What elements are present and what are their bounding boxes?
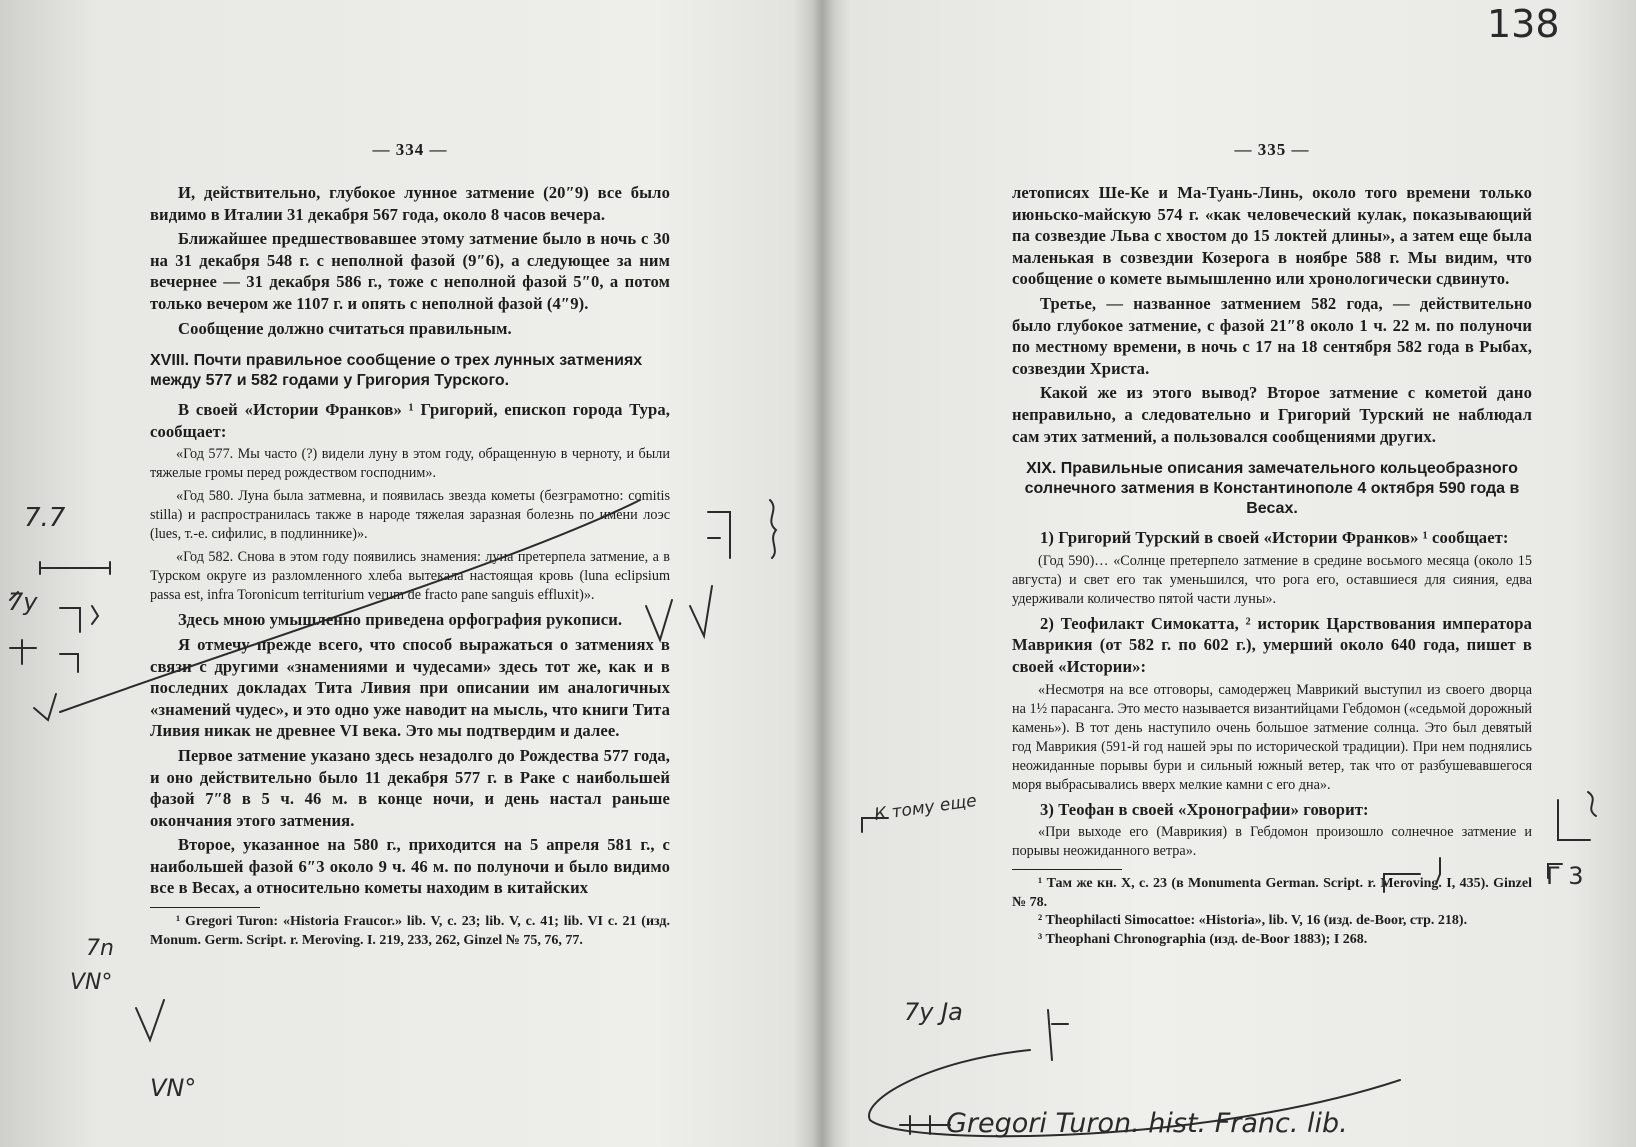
handwritten-note: К тому еще [873, 790, 978, 826]
paragraph: Здесь мною умышленно приведена орфография рукописи. [178, 610, 623, 630]
handwritten-note: VN° [150, 1074, 197, 1102]
quote: «При выходе его (Маврикия) в Гебдомон произошло солнечное затмение и порывы неожиданного ветра». [1012, 824, 1532, 860]
paragraph: И, действительно, глубокое лунное затмение (20″9) все было видимо в Италии 31 декабря 567 года, около 8 часов вечера. [150, 183, 670, 224]
paragraph: Какой же из этого вывод? Второе затмение с кометой дано неправильно, а следовательно и Григорий Турский не наблюдал сам этих затмений, а пользовался сообщениями других. [1012, 383, 1532, 446]
paragraph: 2) Теофилакт Симокатта, ² историк Царствования императора Маврикия (от 582 г. по 602 г.), умерший около 640 года, пишет в своей «Истории»: [1012, 613, 1532, 676]
book-gutter [812, 0, 834, 1147]
paragraph: Третье, — названное затмением 582 года, — действительно было глубокое затмение, с фазой 21″8 около 1 ч. 22 м. по полуночи по местному времени, в ночь с 17 на 18 сентября 582 года в Рыбах, созвездии Христа. [1012, 293, 1532, 378]
handwritten-note: 7y Ja [904, 998, 963, 1026]
paragraph: летописях Ше-Ке и Ма-Туань-Линь, около того времени только июньско-майскую 574 г. «как человеческий кулак, показывающий па созвездие Льва с хвостом до 15 локтей длины», а затем еще была маленькая в созвездии Козерога в ноябре 588 г. Мы видим, что сообщение о комете вымышленно или хронологически сдвинуто. [1012, 183, 1532, 289]
paragraph: В своей «Истории Франков» ¹ Григорий, епископ города Тура, сообщает: [150, 400, 670, 441]
paragraph: 3) Теофан в своей «Хронографии» говорит: [1040, 799, 1369, 819]
left-page [150, 140, 670, 950]
page-number-right: — 335 — [1234, 140, 1310, 159]
section-heading-xviii: XVIII. Почти правильное сообщение о трех лунных затмениях между 577 и 582 годами у Григория Турского. [150, 352, 643, 390]
section-heading-xix: XIX. Правильные описания замечательного кольцеобразного солнечного затмения в Константинополе 4 октября 590 года в Весах. [1024, 460, 1520, 518]
footnote-rule [1012, 869, 1122, 870]
paragraph: 1) Григорий Турский в своей «Истории Франков» ¹ сообщает: [1040, 528, 1509, 548]
handwritten-note: VN° [70, 970, 113, 995]
handwritten-note: 7y [8, 588, 38, 616]
quote: «Несмотря на все отговоры, самодержец Маврикий выступил из своего дворца на 1½ парасанга. Это место называется византийцами Гебдомон («седьмой дорожный камень»). В тот день наступило очень большое затмение солнца. Это был девятый год Маврикия (591-й год нашей эры по исторической традиции). При нем поднялись неожиданные порывы бури и сильный южный ветер, так что от разбушевавшегося моря выбрасывались вверх мелкие камни с его дна». [1012, 681, 1532, 793]
handwritten-note: 7.7 [24, 503, 66, 533]
page-number-left: — 334 — [372, 140, 448, 159]
footnote: ² Theophilacti Simocattoe: «Historia», lib. V, 16 (изд. de-Boor, стр. 218). [1038, 913, 1468, 929]
footnote: ³ Theophani Chronographia (изд. de-Boor 1883); I 268. [1038, 931, 1368, 947]
handwritten-note: 7n [86, 936, 114, 961]
paragraph: Ближайшее предшествовавшее этому затмение было в ночь с 30 на 31 декабря 548 г. с неполной фазой (9″6), а следующее за ним вечернее — 31 декабря 586 г., тоже с неполной фазой 5″0, а потом только вечером же 1107 г. и опять с неполной фазой (4″9). [150, 229, 670, 313]
footnote: ¹ Gregori Turon: «Historia Fraucor.» lib. V, c. 23; lib. V, c. 41; lib. VI c. 21 (изд. Monum. Germ. Script. r. Meroving. I. 219, 233, 262, Ginzel № 75, 76, 77. [150, 914, 670, 948]
handwritten-note: Gregori Turon. hist. Franc. lib. [946, 1108, 1348, 1139]
quote: «Год 582. Снова в этом году появились знамения: луна претерпела затмение, а в Турском округе из разломленного хлеба вытекала настоящая кровь (luna eclipsium passa est, infra Toronicum territurium verum de fracto pane sanguis effluxit)». [150, 549, 670, 604]
quote: «Год 580. Луна была затмевна, и появилась звезда кометы (безграмотно: comitis stilla) и распространилась также в народе тяжелая заразная болезнь по имени лоэс (lues, т.-е. сифилис, в подлиннике)». [150, 488, 670, 543]
archive-number: 138 [1487, 2, 1560, 46]
handwritten-note: Г 3 [1546, 862, 1584, 890]
paragraph: Второе, указанное на 580 г., приходится на 5 апреля 581 г., с наибольшей фазой 6″3 около 9 ч. 46 м. по полуночи и было видимо все в Весах, а относительно кометы находим в китайских [150, 835, 670, 898]
footnote: ¹ Там же кн. X, с. 23 (в Monumenta German. Script. r. Meroving. I, 435). Ginzel № 78. [1012, 876, 1532, 910]
quote: (Год 590)… «Солнце претерпело затмение в средине восьмого месяца (около 15 августа) и свет его так уменьшился, что рога его, оставшиеся для сияния, едва удерживали количество пятой части луны». [1012, 552, 1532, 607]
paragraph: Первое затмение указано здесь незадолго до Рождества 577 года, и оно действительно было 11 декабря 577 г. в Раке с наибольшей фазой 7″8 в 5 ч. 46 м. в конце ночи, и день настал раньше окончания этого затмения. [150, 745, 670, 830]
paragraph: Сообщение должно считаться правильным. [178, 318, 512, 338]
footnote-rule [150, 907, 260, 908]
right-page [1012, 140, 1532, 949]
quote: «Год 577. Мы часто (?) видели луну в этом году, обращенную в черноту, и были тяжелые громы перед рождеством господним». [150, 446, 670, 482]
paragraph: Я отмечу прежде всего, что способ выражаться о затмениях в связи с другими «знамениями и чудесами» здесь тот же, как и в последних докладах Тита Ливия при описании им аналогичных «знамений чудес», и это одно уже наводит на мысль, что книги Тита Ливия никак не древнее VI века. Это мы подтвердим и далее. [150, 634, 670, 741]
